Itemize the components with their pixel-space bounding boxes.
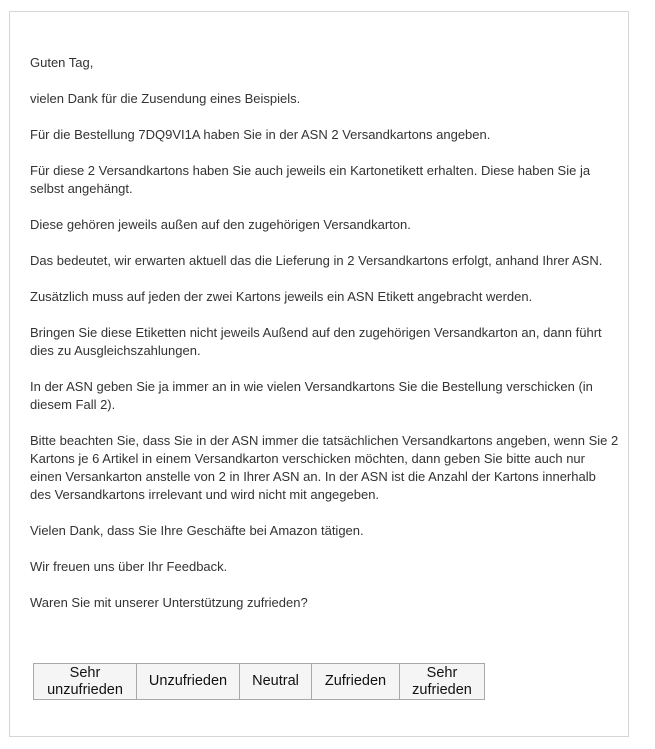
message-paragraph: Diese gehören jeweils außen auf den zugehörigen Versandkarton. [30, 217, 411, 232]
message-paragraph: Für diese 2 Versandkartons haben Sie auch jeweils ein Kartonetikett erhalten. Diese haben Sie ja selbst angehängt. [30, 163, 591, 196]
message-frame [9, 11, 629, 737]
rating-options [33, 663, 485, 700]
rating-label-line: Unzufrieden [148, 673, 228, 689]
message-body [30, 54, 620, 630]
rating-very-unsatisfied-button[interactable] [34, 664, 137, 700]
rating-very-satisfied-button[interactable] [400, 664, 485, 700]
greeting: Guten Tag, [30, 55, 94, 70]
rating-label-line: Sehr [426, 664, 458, 681]
rating-label-line: Neutral [252, 673, 299, 689]
rating-unsatisfied-button[interactable] [137, 664, 240, 700]
rating-label-line: zufrieden [412, 681, 472, 698]
message-paragraph: Für die Bestellung 7DQ9VI1A haben Sie in der ASN 2 Versandkartons angeben. [30, 127, 491, 142]
message-paragraph: vielen Dank für die Zusendung eines Beispiels. [30, 91, 301, 106]
closing-thanks: Vielen Dank, dass Sie Ihre Geschäfte bei Amazon tätigen. [30, 523, 364, 538]
message-paragraph: Das bedeutet, wir erwarten aktuell das die Lieferung in 2 Versandkartons erfolgt, anhand Ihrer ASN. [30, 253, 603, 268]
feedback-invite: Wir freuen uns über Ihr Feedback. [30, 559, 228, 574]
rating-neutral-button[interactable] [240, 664, 312, 700]
rating-row [34, 664, 485, 700]
rating-label-line: Sehr [69, 664, 101, 681]
rating-satisfied-button[interactable] [312, 664, 400, 700]
message-paragraph: Zusätzlich muss auf jeden der zwei Kartons jeweils ein ASN Etikett angebracht werden. [30, 289, 533, 304]
satisfaction-question: Waren Sie mit unserer Unterstützung zufrieden? [30, 595, 308, 610]
message-paragraph: Bitte beachten Sie, dass Sie in der ASN immer die tatsächlichen Versandkartons angeben, wenn Sie 2 Kartons je 6 Artikel in einem Versandkarton verschicken möchten, dann geben Sie bitte auch nur einen Versankarton anstelle von 2 in Ihrer ASN an. In der ASN ist die Anzahl der Kartons innerhalb des Versandkartons irrelevant und wird nicht mit angegeben. [30, 433, 619, 502]
message-paragraph: Bringen Sie diese Etiketten nicht jeweils Außend auf den zugehörigen Versandkarton an, dann führt dies zu Ausgleichszahlungen. [30, 325, 602, 358]
rating-label-line: Zufrieden [324, 673, 387, 689]
message-paragraph: In der ASN geben Sie ja immer an in wie vielen Versandkartons Sie die Bestellung verschicken (in diesem Fall 2). [30, 379, 593, 412]
rating-label-line: unzufrieden [47, 681, 123, 698]
